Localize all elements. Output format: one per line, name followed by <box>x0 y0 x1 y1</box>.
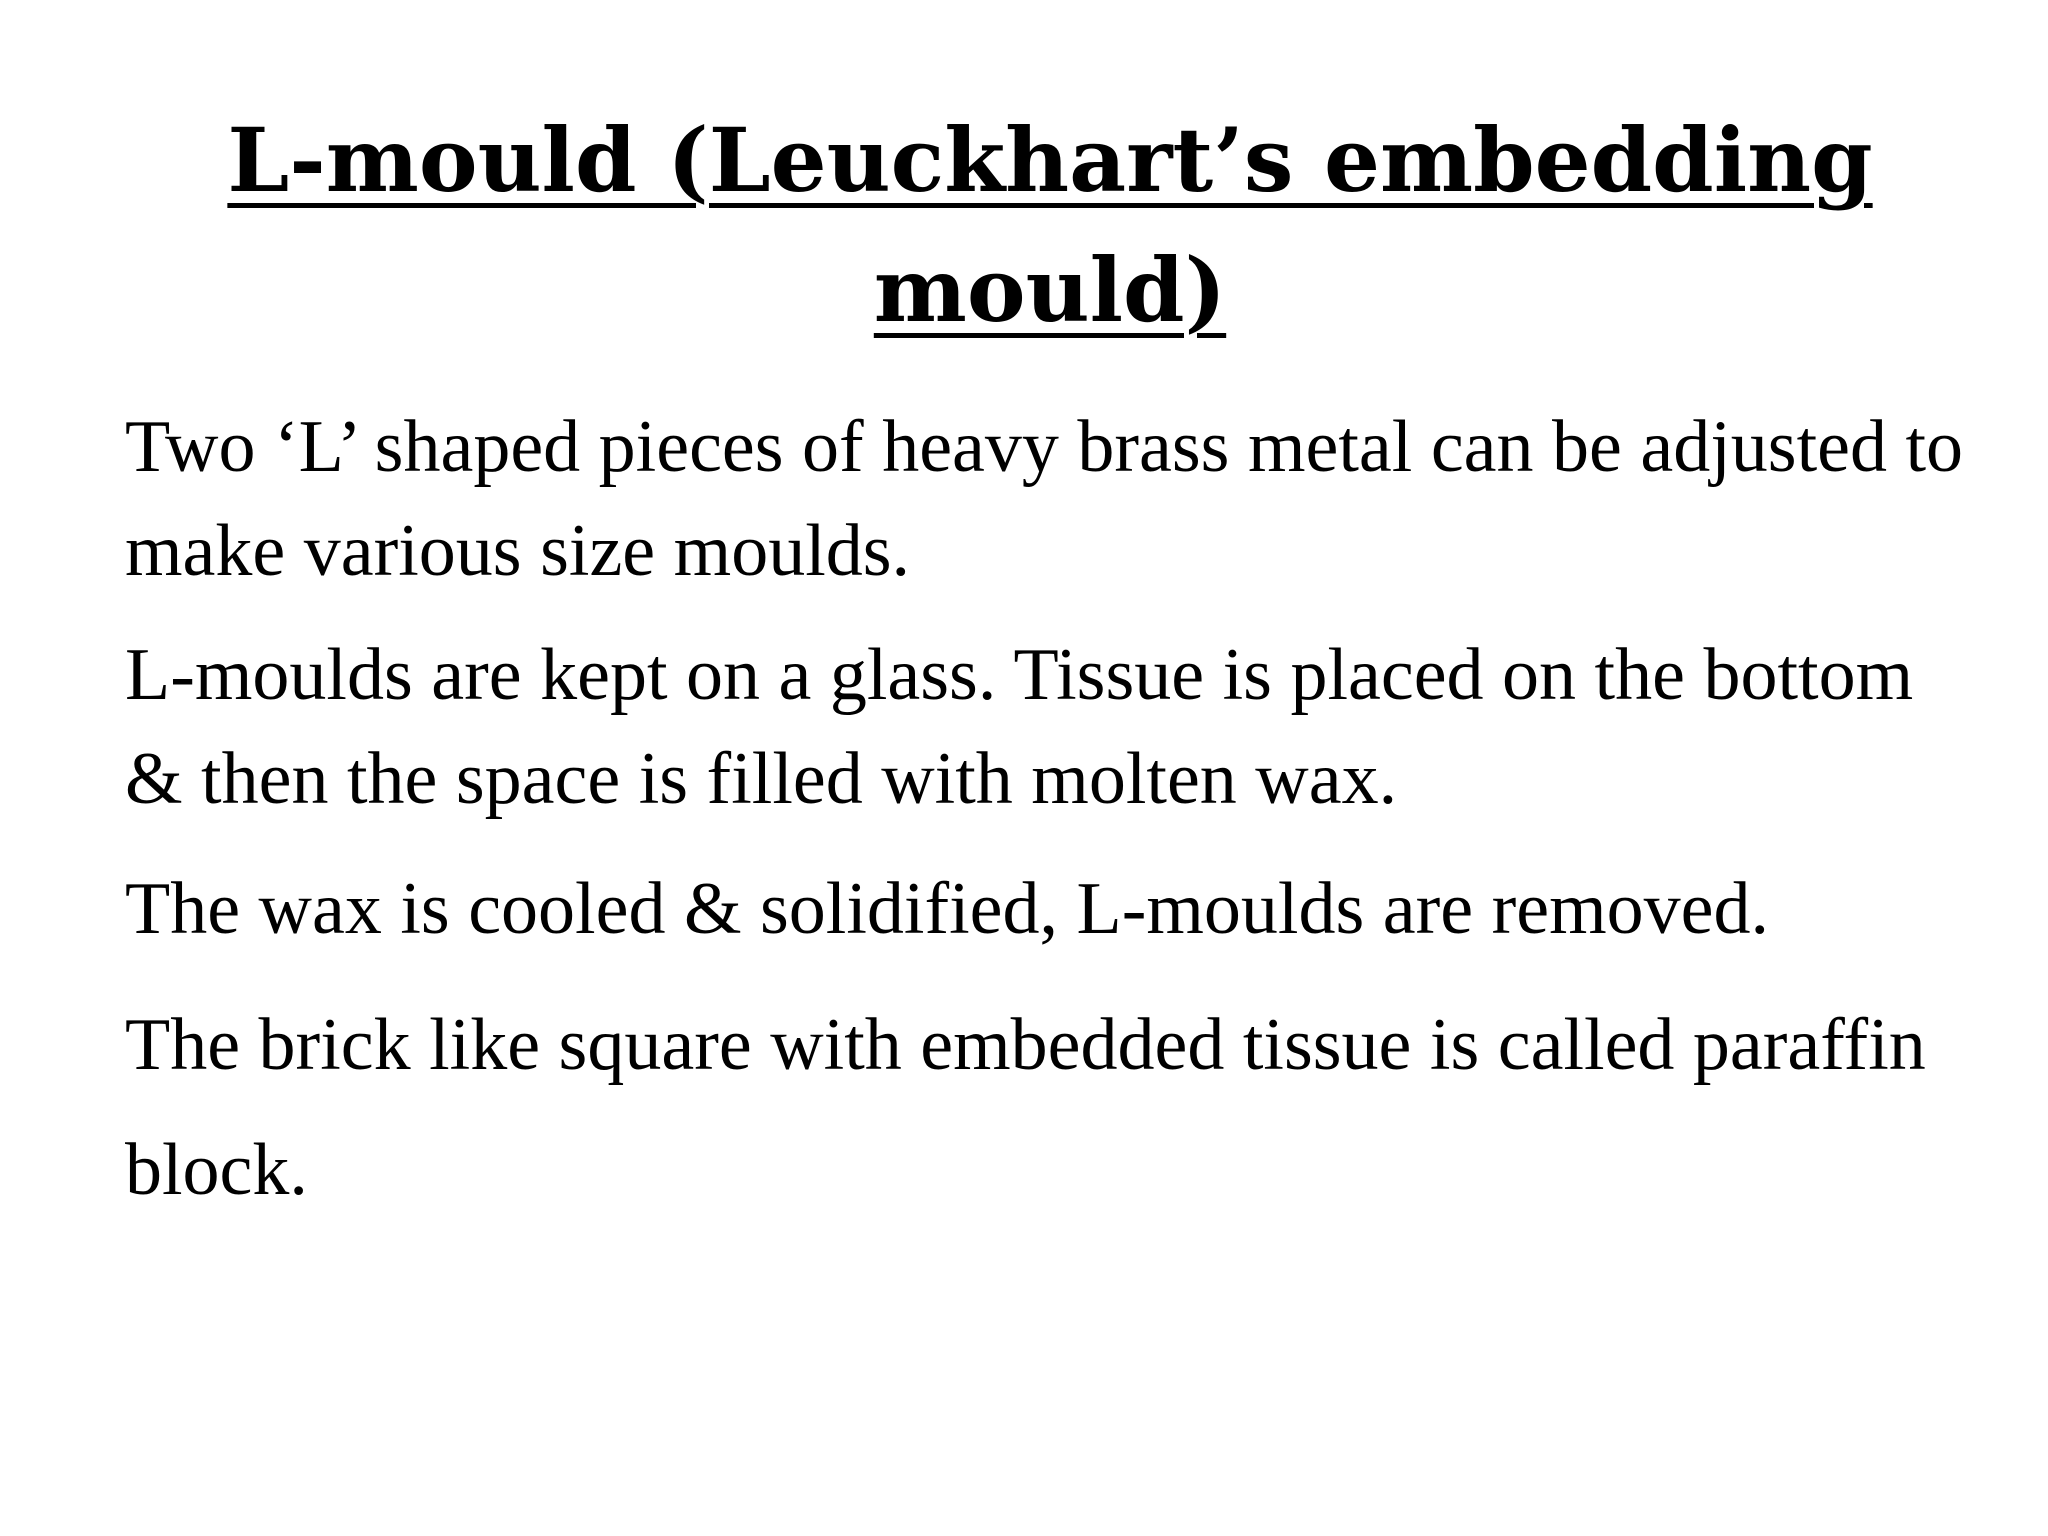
slide-title-text: L-mould (Leuckhart’s embedding mould) <box>227 108 1873 342</box>
paragraph-paraffin-block: The brick like square with embedded tissue is called paraffin block. <box>125 1004 1926 1211</box>
slide-title <box>120 95 1980 355</box>
slide-body <box>125 395 1985 1233</box>
paragraph-glass-tissue-wax: L-moulds are kept on a glass. Tissue is placed on the bottom & then the space is filled with molten wax. <box>125 634 1914 820</box>
paragraph-cooling: The wax is cooled & solidified, L-moulds are removed. <box>125 868 1770 950</box>
paragraph-brass-pieces: Two ‘L’ shaped pieces of heavy brass metal can be adjusted to make various size moulds. <box>125 406 1964 592</box>
